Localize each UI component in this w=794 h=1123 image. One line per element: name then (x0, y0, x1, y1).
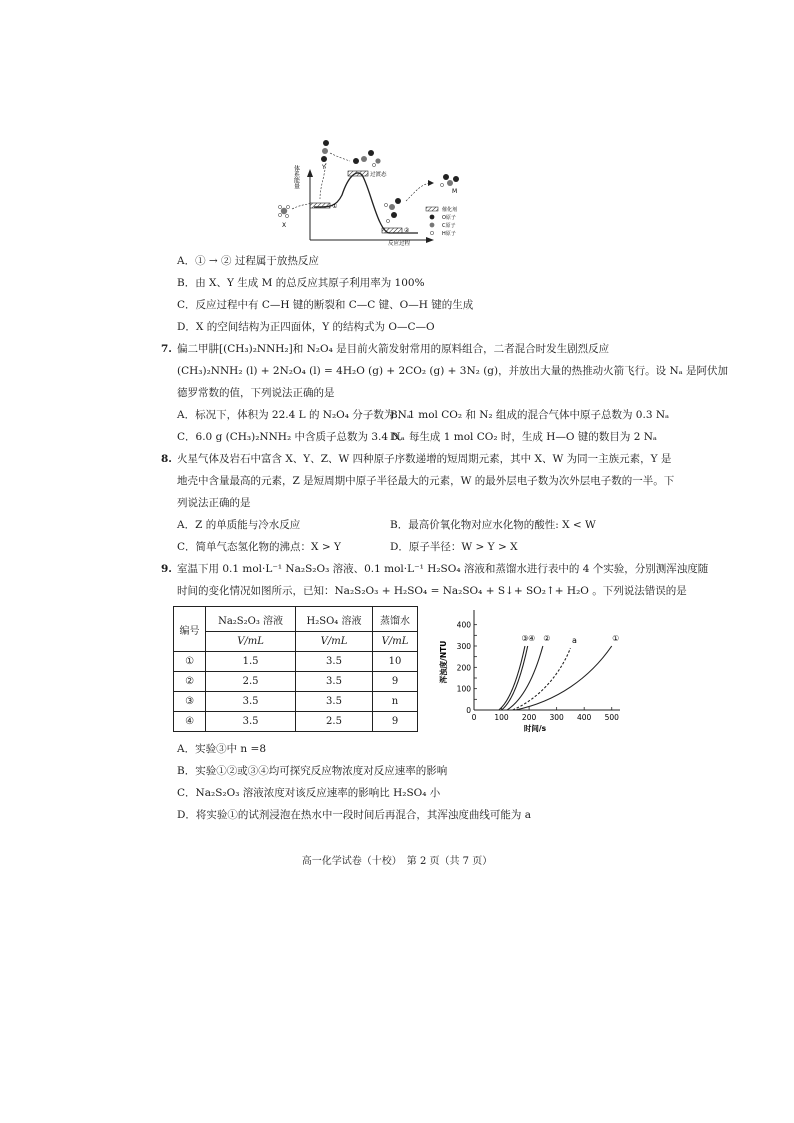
x-axis-label: 时间/s (523, 724, 547, 733)
table-row (174, 692, 418, 712)
q6-option-c: C．反应过程中有 C—H 键的断裂和 C—C 键、O—H 键的生成 (177, 299, 474, 311)
q9-option-b: B．实验①②或③④均可探究反应物浓度对反应速率的影响 (177, 765, 448, 777)
table-cell: 3.5 (295, 692, 372, 712)
q9-stem-line2: 时间的变化情况如图所示，已知：Na₂S₂O₃ + H₂SO₄ = Na₂SO₄ + S↓+ SO₂↑+ H₂O 。下列说法错误的是 (177, 585, 687, 597)
table-cell: ② (174, 672, 206, 692)
series-line (474, 646, 528, 710)
q6-option-a: A．① → ② 过程属于放热反应 (177, 255, 319, 267)
turbidity-chart (436, 606, 626, 736)
series-line (474, 646, 612, 710)
q8-option-d: D．原子半径：W > Y > X (390, 541, 518, 553)
legend-catalyst: 催化剂 (442, 207, 458, 213)
q7-number: 7. (161, 343, 172, 355)
q7-stem-line2: (CH₃)₂NNH₂ (l) + 2N₂O₄ (l) = 4H₂O (g) + 2CO₂ (g) + 3N₂ (g)，并放出大量的热推动火箭飞行。设 Nₐ 是阿伏加 (177, 365, 729, 377)
legend-h: H原子 (442, 231, 456, 237)
molecule-y-label: Y (322, 164, 326, 171)
y-tick-label: 200 (456, 663, 471, 673)
q8-option-b: B．最高价氧化物对应水化物的酸性: X < W (390, 519, 596, 531)
state-1-label: ① (332, 203, 338, 210)
table-cell: 3.5 (295, 672, 372, 692)
table-cell: 9 (373, 712, 418, 732)
table-row (174, 712, 418, 732)
q7-stem-line1: 偏二甲肼[(CH₃)₂NNH₂]和 N₂O₄ 是目前火箭发射常用的原料组合，二者混合时发生剧烈反应 (177, 343, 610, 355)
table-cell: 9 (373, 672, 418, 692)
table-unit: V/mL (373, 632, 418, 652)
series-label: ① (612, 634, 620, 643)
x-axis-label: 反应过程 (388, 241, 411, 247)
y-axis-label: 浑浊度/NTU (439, 640, 448, 684)
catalyst-pad (310, 203, 330, 208)
q6-option-b: B．由 X、Y 生成 M 的总反应其原子利用率为 100% (177, 277, 425, 289)
molecule-m-label: M (452, 188, 458, 195)
series-label: ④ (528, 634, 536, 643)
table-cell: 3.5 (295, 652, 372, 672)
q7-stem-line3: 德罗常数的值，下列说法正确的是 (177, 387, 335, 399)
table-cell: ③ (174, 692, 206, 712)
q7-option-d: D．每生成 1 mol CO₂ 时，生成 H—O 键的数目为 2 Nₐ (390, 431, 657, 443)
q9-option-a: A．实验③中 n =8 (177, 743, 266, 755)
experiment-table (173, 606, 418, 732)
x-tick-label: 100 (494, 713, 509, 722)
molecule-y-icon (321, 140, 329, 162)
catalyst-pad (348, 171, 368, 176)
state-2-label: ② (404, 227, 410, 234)
series-line (474, 646, 543, 710)
y-tick-label: 300 (456, 642, 471, 651)
q9-option-c: C．Na₂S₂O₃ 溶液浓度对该反应速率的影响比 H₂SO₄ 小 (177, 787, 441, 799)
y-axis-label: 体系能量 (292, 165, 300, 189)
q9-option-d: D．将实验①的试剂浸泡在热水中一段时间后再混合，其浑浊度曲线可能为 a (177, 809, 532, 821)
catalyst-pad (382, 228, 402, 233)
series-label: a (571, 636, 577, 646)
table-cell: 2.5 (206, 672, 296, 692)
y-tick-label: 0 (466, 706, 471, 715)
q7-option-a: A．标况下，体积为 22.4 L 的 N₂O₄ 分子数为 Nₐ (177, 409, 411, 421)
q8-stem-line1: 火星气体及岩石中富含 X、Y、Z、W 四种原子序数递增的短周期元素，其中 X、W 为同一主族元素，Y 是 (177, 453, 672, 465)
table-cell: n (373, 692, 418, 712)
table-unit: V/mL (206, 632, 296, 652)
table-cell: 2.5 (295, 712, 372, 732)
table-header: H₂SO₄ 溶液 (295, 607, 372, 632)
molecule-m-icon (440, 174, 459, 187)
q8-number: 8. (161, 453, 172, 465)
x-tick-label: 200 (521, 713, 537, 722)
series-label: ② (543, 634, 551, 643)
transition-state-label: 过渡态 (370, 172, 387, 178)
x-tick-label: 300 (549, 713, 564, 722)
q6-option-d: D．X 的空间结构为正四面体，Y 的结构式为 O—C—O (177, 321, 435, 333)
table-row (174, 652, 418, 672)
table-cell: ④ (174, 712, 206, 732)
q7-option-c: C．6.0 g (CH₃)₂NNH₂ 中含质子总数为 3.4 Nₐ (177, 431, 405, 443)
table-cell: 1.5 (206, 652, 296, 672)
table-cell: ① (174, 652, 206, 672)
table-cell: 10 (373, 652, 418, 672)
molecule-x-icon (278, 205, 289, 217)
table-cell: 3.5 (206, 712, 296, 732)
x-tick-label: 400 (577, 713, 592, 722)
q8-stem-line2: 地壳中含量最高的元素，Z 是短周期中原子半径最大的元素，W 的最外层电子数为次外层电子数的一半。下 (177, 475, 675, 487)
series-label: ③ (521, 634, 529, 643)
table-unit: V/mL (295, 632, 372, 652)
molecule-x-label: X (282, 222, 287, 229)
table-row (174, 672, 418, 692)
x-tick-label: 500 (604, 713, 619, 722)
table-header: 蒸馏水 (373, 607, 418, 632)
legend-c: C原子 (442, 223, 456, 229)
q9-number: 9. (161, 563, 172, 575)
table-header: Na₂S₂O₃ 溶液 (206, 607, 296, 632)
x-tick-label: 0 (471, 713, 477, 722)
y-tick-label: 100 (456, 684, 471, 694)
q7-option-b: B．1 mol CO₂ 和 N₂ 组成的混合气体中原子总数为 0.3 Nₐ (390, 409, 670, 421)
table-cell: 3.5 (206, 692, 296, 712)
transition-molecule-icon (353, 150, 381, 167)
y-tick-label: 400 (456, 620, 471, 630)
energy-diagram (270, 135, 490, 247)
q9-stem-line1: 室温下用 0.1 mol·L⁻¹ Na₂S₂O₃ 溶液、0.1 mol·L⁻¹ H₂SO₄ 溶液和蒸馏水进行表中的 4 个实验，分别测浑浊度随 (177, 563, 709, 575)
q8-option-a: A．Z 的单质能与冷水反应 (177, 519, 301, 531)
q8-option-c: C．简单气态氢化物的沸点：X > Y (177, 541, 341, 553)
legend-o: O原子 (442, 215, 456, 221)
product-molecule-icon (384, 198, 401, 223)
q8-stem-line3: 列说法正确的是 (177, 497, 251, 509)
page-footer: 高一化学试卷（十校） 第 2 页（共 7 页） (301, 856, 493, 867)
table-col0-header: 编号 (174, 607, 206, 652)
